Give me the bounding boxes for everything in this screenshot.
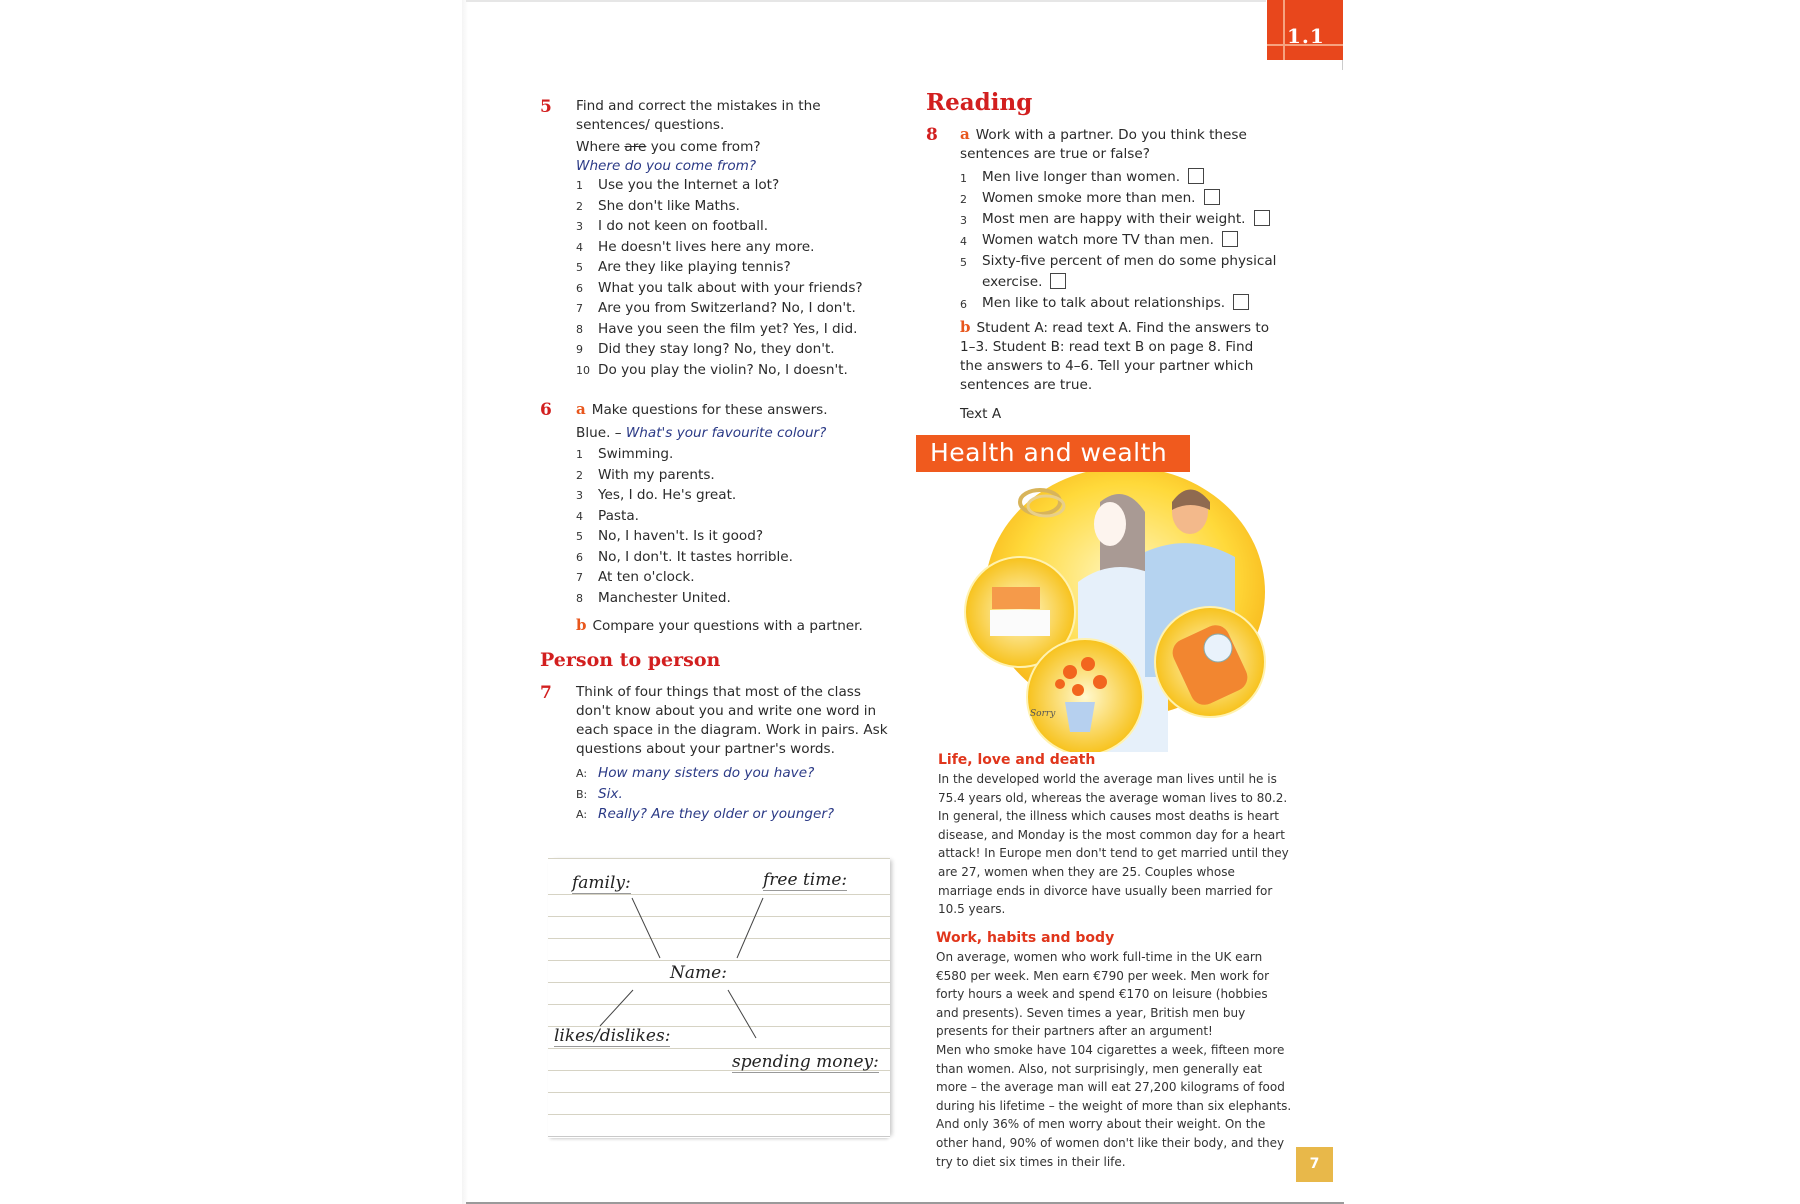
true-false-checkbox[interactable] (1233, 294, 1249, 310)
exercise-8b-letter: b (960, 318, 971, 336)
exercise-5-item-number: 8 (576, 322, 583, 336)
true-false-statement-continuation (960, 272, 1280, 293)
diagram-label-free-time: free time: (763, 870, 848, 890)
true-false-statement (960, 230, 1280, 251)
true-false-checkbox[interactable] (1254, 210, 1270, 226)
dialogue-line-number: A: (576, 767, 588, 780)
exercise-6-item-text: Yes, I do. He's great. (598, 487, 737, 503)
exercise-6-item-number: 6 (576, 550, 583, 564)
exercise-6b-letter: b (576, 616, 587, 634)
person-to-person-heading: Person to person (540, 649, 721, 671)
exercise-5-item-text: What you talk about with your friends? (598, 279, 863, 296)
exercise-6-item (576, 485, 906, 506)
true-false-statement-text-cont: exercise. (982, 274, 1043, 290)
diagram-label-name: Name: (670, 963, 727, 983)
exercise-6a-letter: a (576, 400, 586, 418)
exercise-5-item (576, 175, 906, 196)
exercise-5-item-text: Use you the Internet a lot? (598, 177, 780, 193)
example-post: you come from? (646, 139, 761, 155)
exercise-5-item-text: Did they stay long? No, they don't. (598, 341, 835, 357)
exercise-5-item-number: 9 (576, 343, 583, 356)
exercise-6-item-text: Swimming. (598, 446, 674, 462)
exercise-5-instruction: Find and correct the mistakes in the sentences/ questions. (576, 98, 821, 133)
exercise-7-number: 7 (540, 683, 552, 703)
exercise-6-item-text: With my parents. (598, 466, 715, 483)
exercise-6-item-number: 5 (576, 530, 583, 543)
exercise-6-item-number: 7 (576, 571, 583, 584)
true-false-statement (960, 167, 1280, 188)
exercise-8b-text: Student A: read text A. Find the answers to 1–3. Student B: read text B on page 8. Find the answers to 4–6. Tell your partner which sentences are true. (960, 320, 1270, 393)
article-section-2-body-2: Men who smoke have 104 cigarettes a week, fifteen more than women. Also, not surprisingly, men generally eat more – the average man will eat 27,200 kilograms of food during his lifetime – the weight of more than six elephants. And only 36% of men worry about their weight. On the other hand, 90% of women don't like their body, and they try to diet six times in their life. (936, 1043, 1292, 1169)
exercise-5-item-text: Are you from Switzerland? No, I don't. (598, 300, 856, 316)
connector-spending (728, 990, 756, 1038)
exercise-6-item-text: Manchester United. (598, 589, 731, 606)
exercise-5-item-text: Have you seen the film yet? Yes, I did. (598, 320, 858, 337)
exercise-5-example-answer: Where do you come from? (576, 158, 757, 174)
exercise-6-item-number: 2 (576, 468, 583, 482)
page-number: 7 (1296, 1147, 1333, 1182)
exercise-6-item (576, 444, 906, 465)
true-false-statement (960, 251, 1280, 272)
exercise-6-item-number: 1 (576, 448, 583, 461)
exercise-5-item-number: 6 (576, 281, 583, 295)
exercise-5-item (576, 257, 906, 278)
true-false-statement-text: Women watch more TV than men. (982, 232, 1214, 248)
diagram-label-likes-dislikes: likes/dislikes: (554, 1026, 671, 1046)
true-false-statement-number: 6 (960, 298, 967, 311)
exercise-6-item (576, 465, 906, 486)
exercise-5-item-number: 3 (576, 220, 583, 233)
exercise-6-list (576, 444, 906, 608)
true-false-statement-text: Men like to talk about relationships. (982, 295, 1226, 311)
sorry-note: Sorry (1030, 709, 1056, 719)
page-edge-shadow (462, 0, 468, 1204)
true-false-statement (960, 188, 1280, 209)
exercise-5-item-number: 5 (576, 261, 583, 274)
connector-free-time (737, 898, 763, 958)
dialogue-line-number: A: (576, 808, 588, 821)
dialogue-line-text: How many sisters do you have? (598, 765, 815, 781)
scales-dial (1204, 634, 1232, 662)
example-question: What's your favourite colour? (625, 425, 827, 441)
exercise-6-item (576, 567, 906, 588)
exercise-6-item (576, 506, 906, 527)
exercise-5-item (576, 237, 906, 258)
diagram-connector-lines (548, 858, 890, 1138)
dialogue-line-text: Really? Are they older or younger? (598, 806, 835, 822)
exercise-5-item-text: Are they like playing tennis? (598, 259, 791, 275)
exercise-5-item-number: 4 (576, 240, 583, 254)
exercise-5-item (576, 278, 906, 299)
exercise-5-item-text: He doesn't lives here any more. (598, 238, 815, 255)
true-false-checkbox[interactable] (1188, 168, 1204, 184)
true-false-statements (960, 167, 1280, 314)
true-false-statement-number: 1 (960, 172, 967, 185)
exercise-5-item (576, 196, 906, 217)
connector-family (632, 898, 660, 958)
dialogue-line (576, 763, 906, 784)
exercise-5-number: 5 (540, 97, 552, 117)
true-false-checkbox[interactable] (1222, 231, 1238, 247)
article-section-1-title: Life, love and death (938, 752, 1096, 768)
article-section-2-body-1: On average, women who work full-time in the UK earn €580 per week. Men earn €790 per week. Men work for forty hours a week and spend €170 on leisure (hobbies and presents). Seven times a year, British men buy presents for their partners after an argument! (936, 950, 1270, 1039)
example-pre: Where (576, 139, 625, 155)
dialogue-line-text: Six. (598, 785, 623, 802)
exercise-5-item (576, 339, 906, 360)
exercise-5-list (576, 175, 906, 380)
exercise-5-item-text: Do you play the violin? No, I doesn't. (598, 361, 848, 378)
exercise-5-item-text: I do not keen on football. (598, 218, 769, 234)
exercise-8-number: 8 (926, 125, 938, 145)
exercise-5-item (576, 216, 906, 237)
example-struck-word: are (624, 139, 647, 155)
article-section-1-body: In the developed world the average man lives until he is 75.4 years old, whereas the average woman lives to 80.2. In general, the illness which causes most deaths is heart disease, and Monday is the most common day for a heart attack! In Europe men don't tend to get married until they are 27, women when they are 25. Couples whose marriage ends in divorce have usually been married for 10.5 years. (938, 772, 1289, 917)
true-false-checkbox[interactable] (1204, 189, 1220, 205)
exercise-6-number: 6 (540, 400, 552, 420)
true-false-statement-number: 3 (960, 214, 967, 227)
exercise-6-item-number: 8 (576, 591, 583, 605)
exercise-5-item-number: 7 (576, 302, 583, 315)
exercise-5-item-number: 2 (576, 199, 583, 213)
health-and-wealth-illustration (960, 472, 1280, 752)
reading-heading: Reading (926, 89, 1033, 116)
flowers-circle (1027, 639, 1143, 752)
dialogue-line (576, 784, 906, 805)
exercise-8b-instruction (960, 318, 1272, 395)
exercise-6b-text: Compare your questions with a partner. (592, 618, 863, 634)
exercise-6-item-number: 3 (576, 489, 583, 502)
exercise-6-item-text: No, I don't. It tastes horrible. (598, 548, 793, 565)
exercise-5-item-text: She don't like Maths. (598, 197, 740, 214)
article-banner (916, 435, 1190, 472)
example-dialogue (576, 763, 906, 825)
exercise-8a-letter: a (960, 125, 970, 143)
exercise-7-instruction: Think of four things that most of the class don't know about you and write one word in each space in the diagram. Work in pairs. Ask questions about your partner's words. (576, 684, 888, 757)
exercise-5-item-number: 10 (576, 363, 590, 377)
bouquet-wrap (1065, 702, 1095, 732)
exercise-5-item (576, 360, 906, 381)
example-answer: Blue. – (576, 425, 626, 441)
true-false-statement-number: 4 (960, 235, 967, 248)
true-false-statement-text: Men live longer than women. (982, 169, 1181, 185)
exercise-8a-instruction (960, 125, 1260, 164)
exercise-5-item (576, 298, 906, 319)
unit-tab (1267, 0, 1343, 60)
exercise-6b-instruction (576, 616, 863, 636)
true-false-statement-text: Sixty-five percent of men do some physical (982, 253, 1277, 269)
diagram-label-spending-money: spending money: (732, 1052, 879, 1072)
exercise-5-item-number: 1 (576, 179, 583, 192)
text-a-label: Text A (960, 406, 1002, 422)
true-false-statement (960, 293, 1280, 314)
dialogue-line (576, 804, 906, 825)
tab-edge (1342, 60, 1343, 70)
connector-likes (600, 990, 633, 1026)
exercise-5-item (576, 319, 906, 340)
unit-number: 1.1 (1287, 24, 1325, 48)
true-false-statement (960, 209, 1280, 230)
diagram-label-family: family: (572, 873, 631, 893)
exercise-6-item (576, 526, 906, 547)
true-false-checkbox[interactable] (1050, 273, 1066, 289)
true-false-statement-text: Women smoke more than men. (982, 190, 1196, 206)
exercise-6a-instruction (576, 400, 828, 420)
page-top-border (466, 0, 1266, 2)
woman-face (1094, 502, 1126, 546)
article-title: Health and wealth (930, 438, 1168, 467)
dialogue-line-number: B: (576, 787, 588, 801)
tab-vertical-rule (1283, 0, 1285, 60)
true-false-statement-text: Most men are happy with their weight. (982, 211, 1246, 227)
true-false-statement-number: 2 (960, 193, 967, 206)
exercise-6-item (576, 588, 906, 609)
exercise-6-item-text: Pasta. (598, 507, 639, 524)
wallet-icon (992, 587, 1040, 609)
article-section-2-title: Work, habits and body (936, 930, 1115, 946)
exercise-6-item-text: No, I haven't. Is it good? (598, 528, 764, 544)
exercise-6-item-number: 4 (576, 509, 583, 523)
word-diagram-notebook (548, 858, 890, 1138)
exercise-6-item-text: At ten o'clock. (598, 569, 695, 585)
exercise-5-example (576, 138, 761, 157)
true-false-statement-number: 5 (960, 256, 967, 269)
exercise-8a-text: Work with a partner. Do you think these sentences are true or false? (960, 127, 1247, 162)
exercise-6-item (576, 547, 906, 568)
exercise-6a-text: Make questions for these answers. (591, 402, 828, 418)
exercise-6-example (576, 424, 826, 443)
banknotes-icon (990, 610, 1050, 636)
